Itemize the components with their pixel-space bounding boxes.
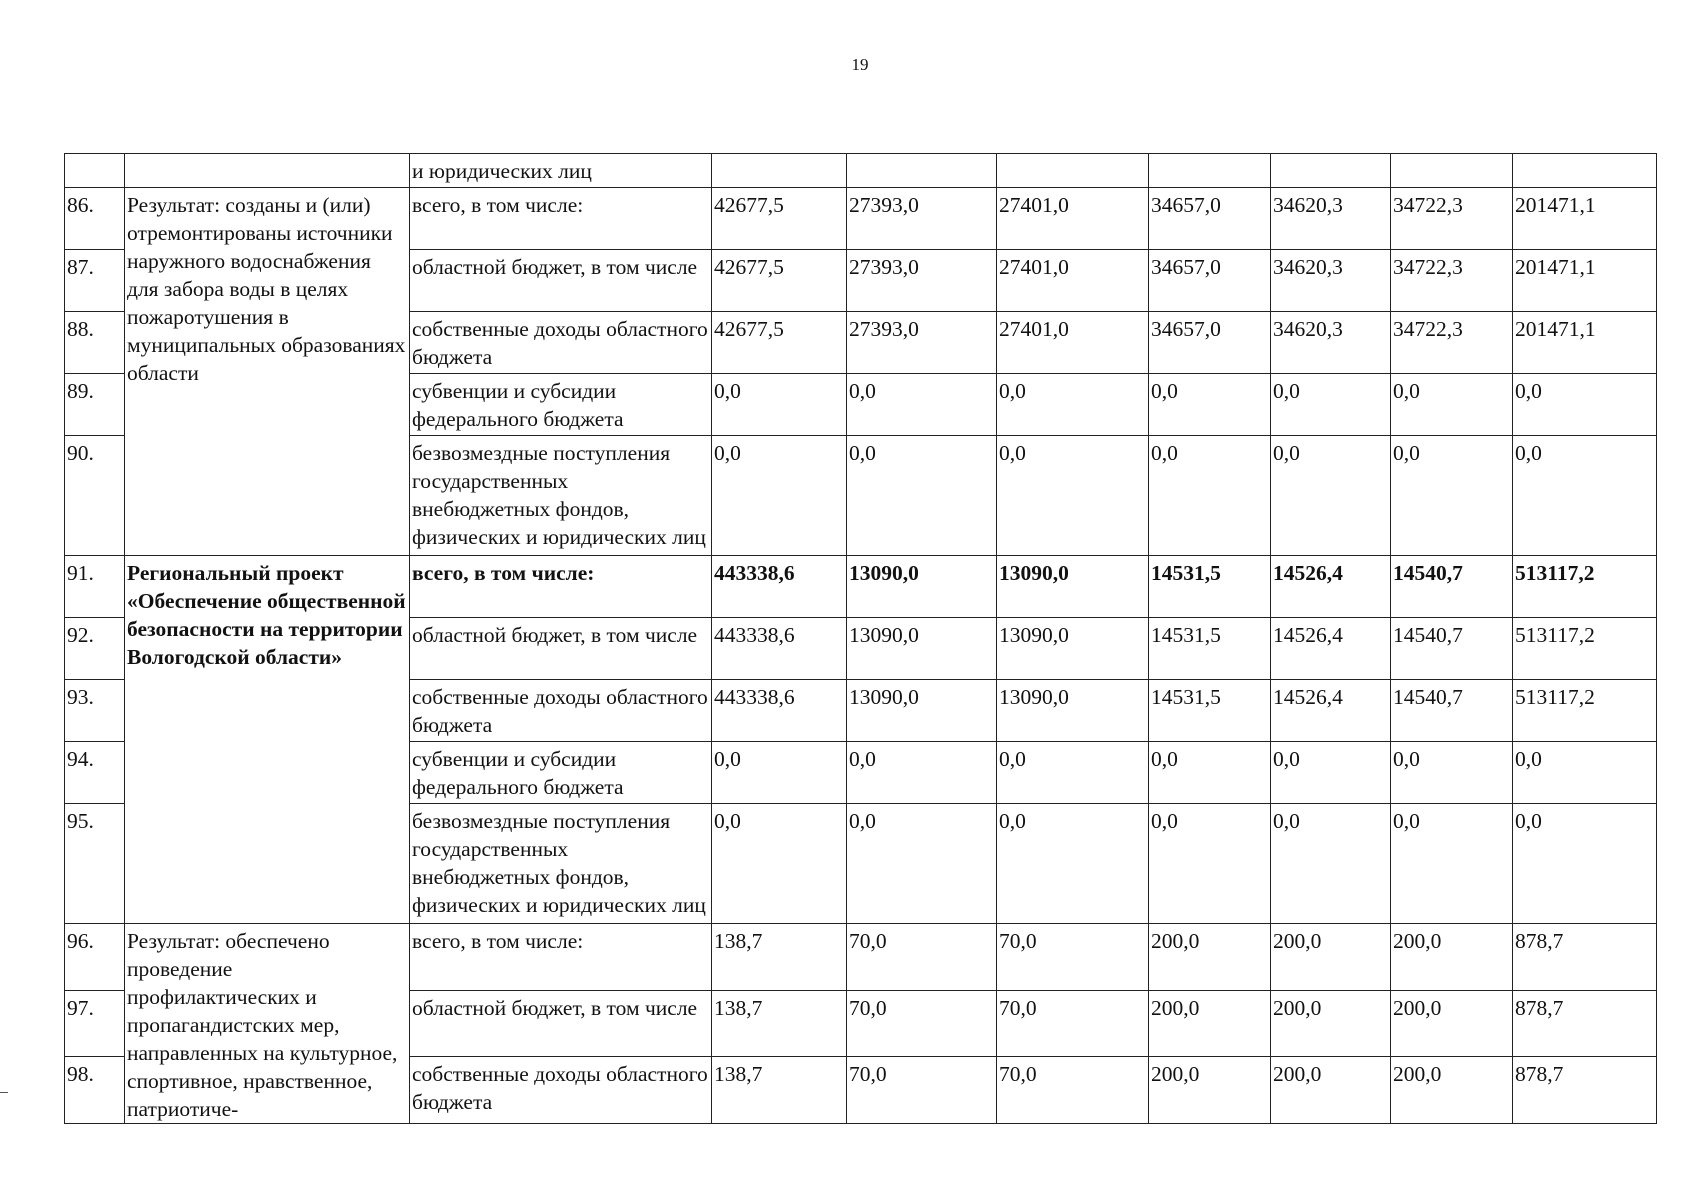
amount-cell: 27393,0	[847, 188, 997, 250]
amount-cell: 201471,1	[1513, 250, 1657, 312]
table-row	[65, 188, 1657, 250]
amount-cell: 27401,0	[997, 188, 1149, 250]
amount-cell: 27401,0	[997, 312, 1149, 374]
row-number: 96.	[65, 924, 125, 991]
amount-cell: 0,0	[997, 374, 1149, 436]
amount-cell: 13090,0	[997, 680, 1149, 742]
table-body	[65, 154, 1657, 1124]
amount-cell: 42677,5	[712, 312, 847, 374]
row-number: 86.	[65, 188, 125, 250]
row-number: 90.	[65, 436, 125, 556]
amount-cell: 14531,5	[1149, 680, 1271, 742]
amount-cell: 138,7	[712, 1057, 847, 1124]
amount-cell: 138,7	[712, 924, 847, 991]
amount-cell: 0,0	[997, 436, 1149, 556]
item-name	[125, 154, 410, 188]
funding-source: всего, в том числе:	[410, 188, 712, 250]
amount-cell: 14531,5	[1149, 618, 1271, 680]
funding-source: собственные доходы областного бюджета	[410, 680, 712, 742]
row-number: 88.	[65, 312, 125, 374]
funding-source: собственные доходы областного бюджета	[410, 1057, 712, 1124]
amount-cell: 70,0	[847, 1057, 997, 1124]
amount-cell: 13090,0	[847, 680, 997, 742]
amount-cell: 878,7	[1513, 990, 1657, 1057]
amount-cell: 0,0	[1513, 436, 1657, 556]
row-number: 89.	[65, 374, 125, 436]
funding-source: областной бюджет, в том числе	[410, 618, 712, 680]
amount-cell: 34722,3	[1391, 250, 1513, 312]
row-number	[65, 154, 125, 188]
amount-cell: 0,0	[1271, 742, 1391, 804]
amount-cell: 443338,6	[712, 680, 847, 742]
amount-cell: 0,0	[1149, 374, 1271, 436]
amount-cell: 0,0	[1513, 374, 1657, 436]
funding-source: безвозмездные поступления государственных внебюджетных фондов, физических и юридических лиц	[410, 804, 712, 924]
amount-cell: 14540,7	[1391, 618, 1513, 680]
amount-cell	[1391, 154, 1513, 188]
amount-cell: 27393,0	[847, 312, 997, 374]
item-name: Результат: обеспечено проведение профилактических и пропагандистских мер, направленных на культурное, спортивное, нравственное, патриотиче-	[125, 924, 410, 1124]
amount-cell: 70,0	[847, 924, 997, 991]
amount-cell: 14526,4	[1271, 680, 1391, 742]
row-number: 95.	[65, 804, 125, 924]
amount-cell: 443338,6	[712, 618, 847, 680]
amount-cell: 513117,2	[1513, 680, 1657, 742]
amount-cell: 138,7	[712, 990, 847, 1057]
funding-source: безвозмездные поступления государственных внебюджетных фондов, физических и юридических лиц	[410, 436, 712, 556]
amount-cell: 34620,3	[1271, 312, 1391, 374]
row-number: 94.	[65, 742, 125, 804]
amount-cell: 0,0	[1271, 374, 1391, 436]
amount-cell: 0,0	[712, 436, 847, 556]
amount-cell: 878,7	[1513, 924, 1657, 991]
amount-cell: 201471,1	[1513, 312, 1657, 374]
amount-cell: 201471,1	[1513, 188, 1657, 250]
amount-cell: 42677,5	[712, 188, 847, 250]
amount-cell: 0,0	[997, 804, 1149, 924]
amount-cell: 14526,4	[1271, 556, 1391, 618]
amount-cell: 200,0	[1149, 1057, 1271, 1124]
row-number: 97.	[65, 990, 125, 1057]
amount-cell: 0,0	[1149, 436, 1271, 556]
amount-cell	[997, 154, 1149, 188]
scan-edge-mark	[0, 1092, 8, 1093]
funding-source: всего, в том числе:	[410, 556, 712, 618]
amount-cell: 513117,2	[1513, 556, 1657, 618]
amount-cell: 14526,4	[1271, 618, 1391, 680]
amount-cell	[847, 154, 997, 188]
amount-cell: 0,0	[1149, 804, 1271, 924]
row-number: 87.	[65, 250, 125, 312]
item-name: Региональный проект «Обеспечение общественной безопасности на территории Вологодской области»	[125, 556, 410, 924]
amount-cell: 878,7	[1513, 1057, 1657, 1124]
amount-cell: 0,0	[712, 374, 847, 436]
amount-cell: 0,0	[1271, 804, 1391, 924]
amount-cell: 0,0	[847, 374, 997, 436]
amount-cell: 200,0	[1271, 990, 1391, 1057]
amount-cell: 0,0	[1513, 804, 1657, 924]
amount-cell: 27393,0	[847, 250, 997, 312]
page-number: 19	[851, 55, 869, 74]
amount-cell: 0,0	[847, 742, 997, 804]
amount-cell: 200,0	[1149, 924, 1271, 991]
amount-cell: 70,0	[997, 990, 1149, 1057]
funding-source: и юридических лиц	[410, 154, 712, 188]
amount-cell: 42677,5	[712, 250, 847, 312]
amount-cell	[712, 154, 847, 188]
amount-cell: 0,0	[1391, 804, 1513, 924]
amount-cell	[1271, 154, 1391, 188]
amount-cell: 34657,0	[1149, 312, 1271, 374]
amount-cell: 34657,0	[1149, 250, 1271, 312]
funding-source: областной бюджет, в том числе	[410, 990, 712, 1057]
amount-cell	[1149, 154, 1271, 188]
amount-cell: 0,0	[1513, 742, 1657, 804]
funding-source: собственные доходы областного бюджета	[410, 312, 712, 374]
table-row	[65, 154, 1657, 188]
row-number: 91.	[65, 556, 125, 618]
amount-cell: 513117,2	[1513, 618, 1657, 680]
amount-cell: 13090,0	[997, 556, 1149, 618]
amount-cell: 0,0	[1149, 742, 1271, 804]
amount-cell: 14540,7	[1391, 680, 1513, 742]
amount-cell: 443338,6	[712, 556, 847, 618]
amount-cell: 13090,0	[847, 618, 997, 680]
amount-cell: 0,0	[1391, 742, 1513, 804]
funding-source: субвенции и субсидии федерального бюджета	[410, 742, 712, 804]
amount-cell: 0,0	[1271, 436, 1391, 556]
funding-source: всего, в том числе:	[410, 924, 712, 991]
amount-cell: 200,0	[1271, 924, 1391, 991]
amount-cell: 70,0	[997, 1057, 1149, 1124]
amount-cell: 200,0	[1391, 1057, 1513, 1124]
item-name: Результат: созданы и (или) отремонтированы источники наружного водоснабжения для забора воды в целях пожаротушения в муниципальных образованиях области	[125, 188, 410, 556]
amount-cell: 34620,3	[1271, 250, 1391, 312]
amount-cell	[1513, 154, 1657, 188]
funding-source: областной бюджет, в том числе	[410, 250, 712, 312]
amount-cell: 200,0	[1391, 924, 1513, 991]
row-number: 93.	[65, 680, 125, 742]
row-number: 98.	[65, 1057, 125, 1124]
amount-cell: 14540,7	[1391, 556, 1513, 618]
amount-cell: 0,0	[712, 804, 847, 924]
amount-cell: 200,0	[1149, 990, 1271, 1057]
row-number: 92.	[65, 618, 125, 680]
amount-cell: 34722,3	[1391, 188, 1513, 250]
amount-cell: 200,0	[1391, 990, 1513, 1057]
amount-cell: 0,0	[1391, 436, 1513, 556]
amount-cell: 200,0	[1271, 1057, 1391, 1124]
amount-cell: 34620,3	[1271, 188, 1391, 250]
amount-cell: 34722,3	[1391, 312, 1513, 374]
amount-cell: 70,0	[997, 924, 1149, 991]
amount-cell: 70,0	[847, 990, 997, 1057]
amount-cell: 0,0	[1391, 374, 1513, 436]
table-row	[65, 924, 1657, 991]
amount-cell: 0,0	[997, 742, 1149, 804]
amount-cell: 0,0	[712, 742, 847, 804]
amount-cell: 13090,0	[847, 556, 997, 618]
amount-cell: 34657,0	[1149, 188, 1271, 250]
funding-source: субвенции и субсидии федерального бюджета	[410, 374, 712, 436]
amount-cell: 27401,0	[997, 250, 1149, 312]
amount-cell: 13090,0	[997, 618, 1149, 680]
amount-cell: 0,0	[847, 436, 997, 556]
table-row	[65, 556, 1657, 618]
budget-table	[64, 153, 1657, 1124]
amount-cell: 14531,5	[1149, 556, 1271, 618]
amount-cell: 0,0	[847, 804, 997, 924]
